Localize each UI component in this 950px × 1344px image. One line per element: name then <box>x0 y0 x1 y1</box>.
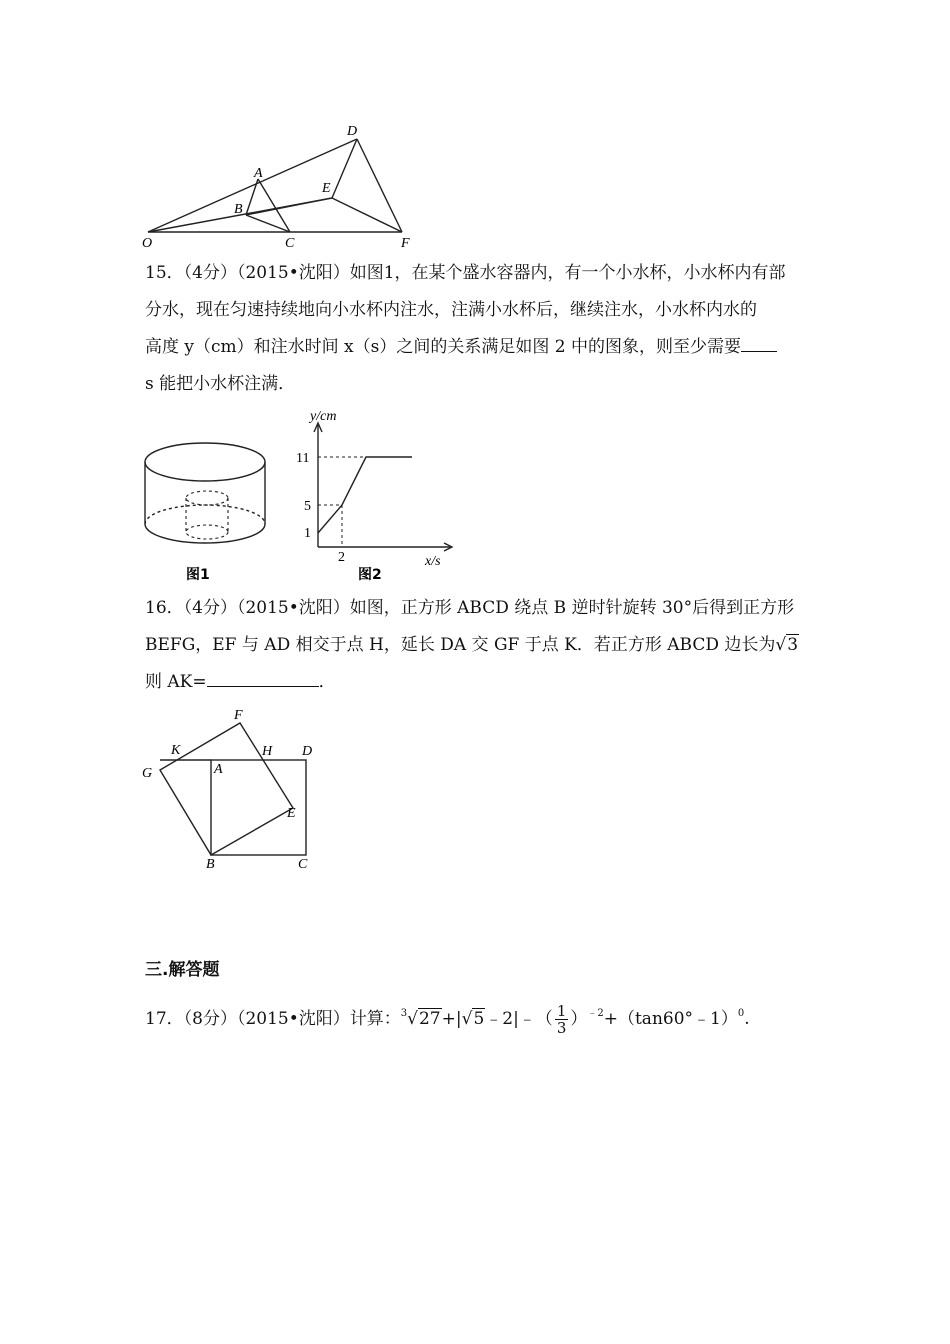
q17-sqrt5: 5 <box>473 1009 485 1029</box>
label-F: F <box>401 236 410 250</box>
q17-frac-num: 1 <box>556 1002 567 1020</box>
question-17: 17．（8分）（2015•沈阳）计算：$^3$√27+|√5﹣2|﹣（ $\frac{1}{3}$ ）$^{﹣2}$+（tan60°﹣1）$^0$. <box>145 1002 750 1037</box>
label-E: E <box>322 181 331 196</box>
label-A: A <box>214 762 223 777</box>
q17-fraction <box>555 1003 569 1036</box>
figure-1-caption: 图1 <box>186 567 210 583</box>
q16-line-3-prefix: 则 AK= <box>145 672 207 692</box>
q17-cbrt-index: 3 <box>400 1008 408 1019</box>
q16-sqrt-3: 3 <box>787 635 799 655</box>
label-D: D <box>302 744 313 759</box>
q17-after-abs: ﹣2|﹣（ <box>485 1009 553 1029</box>
question-16: 16．（4分）（2015•沈阳）如图，正方形 ABCD 绕点 B 逆时针旋转 30°后得到正方形 BEFG，EF 与 AD 相交于点 H，延长 DA 交 GF 于点 K．若正方形 ABCD 边长为√3 则 AK= ． <box>145 590 810 701</box>
q17-cbrt-radicand: 27 <box>418 1009 441 1029</box>
q17-abs-open: +| <box>441 1009 462 1029</box>
q17-frac-den: 3 <box>556 1019 567 1037</box>
q15-line-2: 分水，现在匀速持续地向小水杯内注水，注满小水杯后，继续注水，小水杯内水的 <box>145 300 757 320</box>
figure-squares <box>140 705 330 875</box>
q16-line-1: 16．（4分）（2015•沈阳）如图，正方形 ABCD 绕点 B 逆时针旋转 30°后得到正方形 <box>145 598 795 618</box>
label-F: F <box>234 708 243 723</box>
y-tick-11: 11 <box>296 451 310 466</box>
label-E: E <box>287 806 296 821</box>
figure-triangles <box>140 120 420 250</box>
label-G: G <box>142 766 153 781</box>
section-title: 三.解答题 <box>145 960 220 980</box>
label-O: O <box>142 236 153 250</box>
label-H: H <box>262 744 273 759</box>
x-tick-2: 2 <box>338 550 345 565</box>
q17-prefix: 17．（8分）（2015•沈阳）计算： <box>145 1009 401 1029</box>
q15-line-3: 高度 y（cm）和注水时间 x（s）之间的关系满足如图 2 中的图象，则至少需要 <box>145 337 741 357</box>
graph-x-axis-label: x/s <box>425 554 441 569</box>
q17-after-frac: ） <box>570 1009 588 1029</box>
y-tick-5: 5 <box>304 499 311 514</box>
q17-end: . <box>744 1009 750 1029</box>
answer-blank-16[interactable] <box>207 668 319 687</box>
q15-line-1: 15．（4分）（2015•沈阳）如图1，在某个盛水容器内，有一个小水杯，小水杯内有部 <box>145 263 786 283</box>
figure-2-caption: 图2 <box>358 567 382 583</box>
figure-1-container <box>140 440 275 585</box>
question-15 <box>145 255 810 403</box>
q16-line-2: BEFG，EF 与 AD 相交于点 H，延长 DA 交 GF 于点 K．若正方形 ABCD 边长为 <box>145 635 776 655</box>
label-A: A <box>254 166 263 181</box>
q15-line-4: s 能把小水杯注满． <box>145 374 296 394</box>
q17-exp1: ﹣2 <box>587 1008 604 1019</box>
q17-tan-part: +（tan60°﹣1） <box>603 1009 738 1029</box>
figure-2-graph <box>290 405 460 585</box>
answer-blank-15[interactable] <box>741 333 777 352</box>
label-D: D <box>347 124 358 139</box>
q16-line-3-suffix: ． <box>318 672 336 692</box>
y-tick-1: 1 <box>304 526 311 541</box>
label-C: C <box>285 236 295 250</box>
label-C: C <box>298 857 308 872</box>
q17-exp2: 0 <box>737 1008 745 1019</box>
graph-y-axis-label: y/cm <box>310 409 337 424</box>
label-B: B <box>206 857 215 872</box>
label-B: B <box>234 202 243 217</box>
label-K: K <box>171 743 181 758</box>
graph-line <box>318 457 412 533</box>
